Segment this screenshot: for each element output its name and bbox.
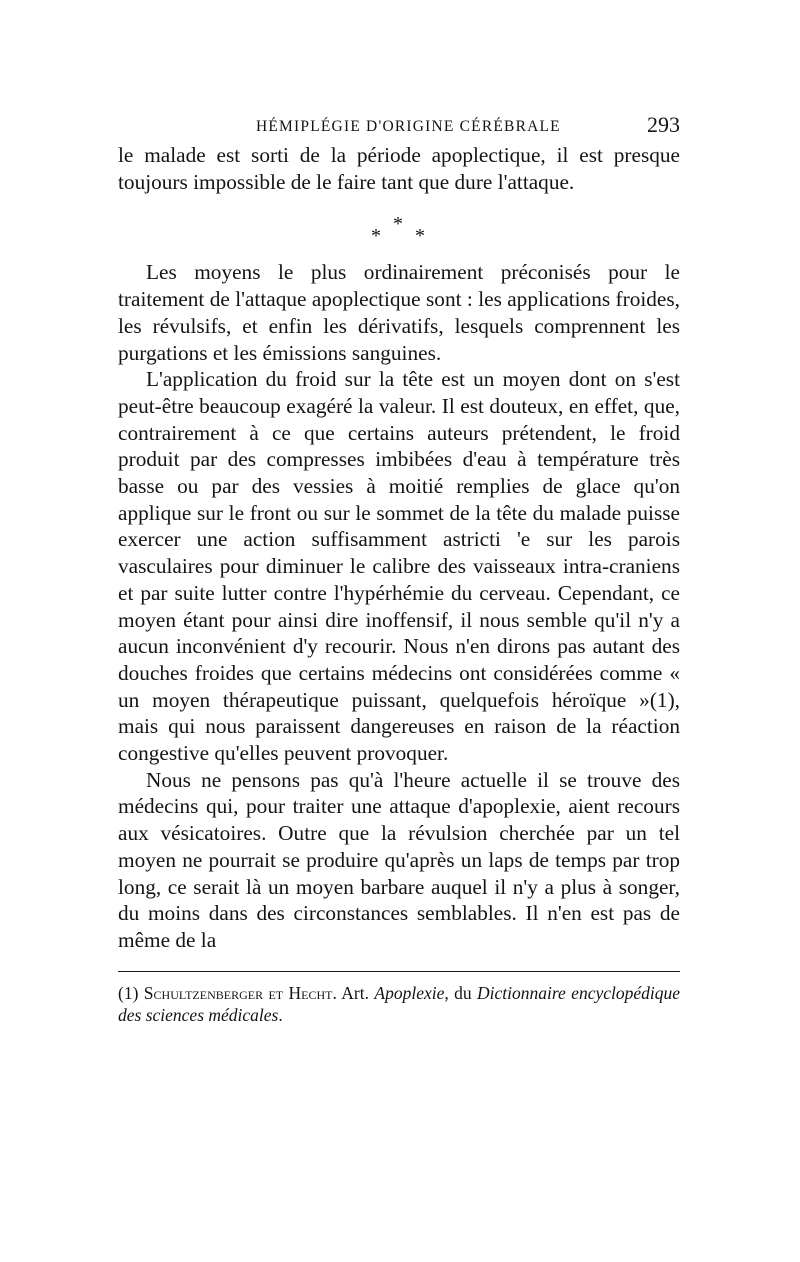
paragraph: Les moyens le plus ordinairement préconisés pour le traitement de l'attaque apoplectique sont : les applications froides, les révulsifs, et enfin les dérivatifs, lesquels comprennent les purgations et les émissions sanguines. [118,260,680,365]
footnote-marker: (1) [118,982,139,1003]
asterism-star-icon: * [371,225,381,248]
page-number: 293 [647,112,680,137]
asterism-star-icon: * [393,213,403,236]
paragraph: L'application du froid sur la tête est un moyen dont on s'est peut-être beaucoup exagéré la valeur. Il est douteux, en effet, que, contrairement à ce que certains auteurs prétendent, le froid produit par des compresses imbibées d'eau à température très basse ou par des vessies à moitié remplies de glace qu'on applique sur le front ou sur le sommet de la tête du malade puisse exercer une action suffisamment astricti 'e sur les parois vasculaires pour diminuer le calibre des vaisseaux intra-craniens et par suite lutter contre l'hypérhémie du cerveau. Cependant, ce moyen étant pour ainsi dire inoffensif, il nous semble qu'il n'y a aucun inconvénient d'y recourir. Nous n'en dirons pas autant des douches froides que certains médecins ont considérées comme « un moyen thérapeutique puissant, quelquefois héroïque »(1), mais qui nous paraissent dangereuses en raison de la réaction congestive qu'elles peuvent provoquer. [118,367,680,766]
footnote-work-title: Dictionnaire encyclopédique des sciences médicales [118,982,681,1025]
book-page [118,108,680,1026]
running-title: HÉMIPLÉGIE D'ORIGINE CÉRÉBRALE [256,118,561,135]
body-text [118,142,680,954]
footnote-art: Art. [341,982,369,1003]
footnote-authors: Schultzenberger et Hecht. [143,982,337,1003]
footnote-article-title: Apoplexie [374,982,445,1003]
running-head [118,108,680,142]
footnote-connector: , du [444,982,472,1003]
asterism-separator [118,203,680,255]
asterism-star-icon: * [415,225,425,248]
paragraph: Nous ne pensons pas qu'à l'heure actuelle il se trouve des médecins qui, pour traiter une attaque d'apoplexie, aient recours aux vésicatoires. Outre que la révulsion cherchée par un tel moyen ne pourrait se produire qu'après un laps de temps par trop long, ce serait là un moyen barbare auquel il n'y a plus à songer, du moins dans des circonstances semblables. Il n'en est pas de même de la [118,767,680,952]
paragraph-continuation: le malade est sorti de la période apoplectique, il est presque toujours impossible de le faire tant que dure l'attaque. [118,143,680,194]
footnote [118,982,680,1026]
footnote-divider [118,971,680,972]
footnote-end: . [278,1004,283,1025]
